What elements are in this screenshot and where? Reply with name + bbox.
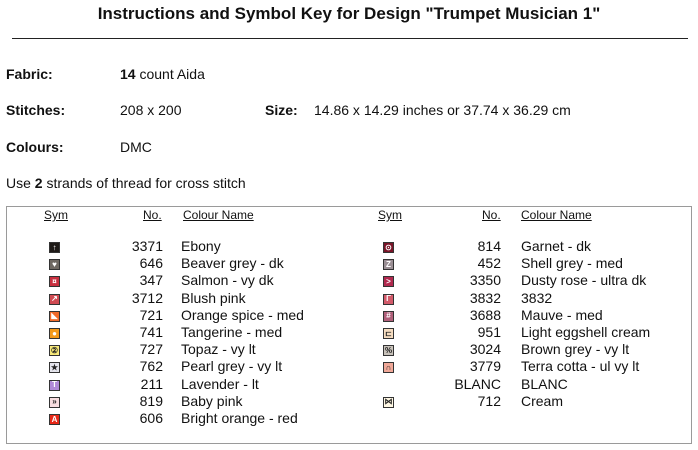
left-dmc-number-4: 3712 xyxy=(131,289,163,306)
header-no-left: No. xyxy=(143,208,162,222)
right-symbol-8: ∩ xyxy=(383,362,394,373)
title-divider xyxy=(12,38,688,39)
left-symbol-10: » xyxy=(49,397,60,408)
left-dmc-number-3: 347 xyxy=(139,272,163,289)
left-symbol-4: ↗ xyxy=(49,294,60,305)
left-symbol-8: ★ xyxy=(50,362,59,372)
left-symbol-3: ¤ xyxy=(49,276,60,287)
right-dmc-number-3: 3350 xyxy=(469,272,501,289)
strands-pre: Use xyxy=(6,175,35,191)
left-colour-name-2: Beaver grey - dk xyxy=(181,255,284,272)
left-colour-name-1: Ebony xyxy=(181,238,221,254)
right-colour-name-9: BLANC xyxy=(521,375,568,392)
left-symbol-9: T xyxy=(49,380,60,391)
right-dmc-number-6: 951 xyxy=(477,324,501,340)
right-colour-name-3: Dusty rose - ultra dk xyxy=(521,272,647,289)
right-dmc-number-4: 3832 xyxy=(469,289,501,306)
left-colour-name-10: Baby pink xyxy=(181,392,243,409)
right-symbol-10: ⋈ xyxy=(384,397,393,407)
left-dmc-number-6: 741 xyxy=(139,324,163,340)
colours-label: Colours: xyxy=(6,139,64,155)
left-colour-name-6: Tangerine - med xyxy=(181,324,283,340)
fabric-value xyxy=(120,66,205,82)
left-colour-name-3: Salmon - vy dk xyxy=(181,272,274,289)
left-dmc-number-11: 606 xyxy=(139,410,163,426)
right-colour-name-6: Light eggshell cream xyxy=(521,324,651,340)
strands-post: strands of thread for cross stitch xyxy=(42,175,246,191)
header-name-right: Colour Name xyxy=(521,208,592,222)
page-title: Instructions and Symbol Key for Design "Trumpet Musician 1" xyxy=(97,4,601,23)
right-symbol-9 xyxy=(383,380,394,391)
left-colour-name-5: Orange spice - med xyxy=(181,306,304,323)
left-symbol-1: ↑ xyxy=(49,242,60,253)
right-colour-name-8: Terra cotta - ul vy lt xyxy=(521,358,640,375)
size-value: 14.86 x 14.29 inches or 37.74 x 36.29 cm xyxy=(314,102,571,118)
left-symbol-2: ♥ xyxy=(49,259,60,270)
left-dmc-number-7: 727 xyxy=(139,341,163,358)
right-symbol-2: Z xyxy=(383,259,394,270)
strands-instruction xyxy=(6,175,246,191)
colours-value: DMC xyxy=(120,139,152,155)
right-colour-name-5: Mauve - med xyxy=(521,306,603,323)
header-no-right: No. xyxy=(482,208,501,222)
right-colour-name-7: Brown grey - vy lt xyxy=(521,341,630,358)
left-colour-name-7: Topaz - vy lt xyxy=(181,341,256,358)
right-colour-name-10: Cream xyxy=(521,392,564,409)
strands-count: 2 xyxy=(34,175,43,191)
header-name-left: Colour Name xyxy=(183,208,254,222)
left-dmc-number-8: 762 xyxy=(139,358,163,375)
right-dmc-number-5: 3688 xyxy=(469,306,501,323)
left-dmc-number-9: 211 xyxy=(140,375,163,392)
right-dmc-number-7: 3024 xyxy=(469,341,501,358)
fabric-label: Fabric: xyxy=(6,66,53,82)
right-dmc-number-1: 814 xyxy=(477,238,501,254)
size-label: Size: xyxy=(265,102,298,118)
left-dmc-number-2: 646 xyxy=(139,255,163,272)
right-symbol-3: > xyxy=(383,276,394,287)
right-colour-name-4: 3832 xyxy=(521,289,553,306)
right-dmc-number-9: BLANC xyxy=(454,375,501,392)
right-dmc-number-10: 712 xyxy=(477,392,501,409)
right-dmc-number-2: 452 xyxy=(477,255,501,272)
left-symbol-6: ● xyxy=(49,328,60,339)
right-symbol-5: # xyxy=(383,311,394,322)
header-sym-right: Sym xyxy=(378,208,402,222)
stitches-value: 208 x 200 xyxy=(120,102,182,118)
stitches-label: Stitches: xyxy=(6,102,66,118)
left-colour-name-9: Lavender - lt xyxy=(181,375,259,392)
right-symbol-1: ⊙ xyxy=(383,242,394,253)
left-symbol-11: A xyxy=(49,414,60,425)
right-symbol-7: % xyxy=(384,345,393,355)
right-colour-name-2: Shell grey - med xyxy=(521,255,623,272)
left-symbol-5: ◣ xyxy=(49,311,60,322)
left-dmc-number-1: 3371 xyxy=(131,238,163,254)
header-sym-left: Sym xyxy=(44,208,68,222)
left-dmc-number-10: 819 xyxy=(139,392,163,409)
left-colour-name-8: Pearl grey - vy lt xyxy=(181,358,283,375)
right-colour-name-1: Garnet - dk xyxy=(521,238,592,254)
right-dmc-number-8: 3779 xyxy=(469,358,501,375)
right-symbol-4: Γ xyxy=(383,294,394,305)
fabric-count: 14 xyxy=(120,66,136,82)
left-symbol-7: ② xyxy=(50,345,59,355)
left-colour-name-11: Bright orange - red xyxy=(181,410,298,426)
left-dmc-number-5: 721 xyxy=(139,306,163,323)
right-symbol-6: ⊏ xyxy=(383,328,394,339)
fabric-rest: count Aida xyxy=(135,66,205,82)
left-colour-name-4: Blush pink xyxy=(181,289,246,306)
